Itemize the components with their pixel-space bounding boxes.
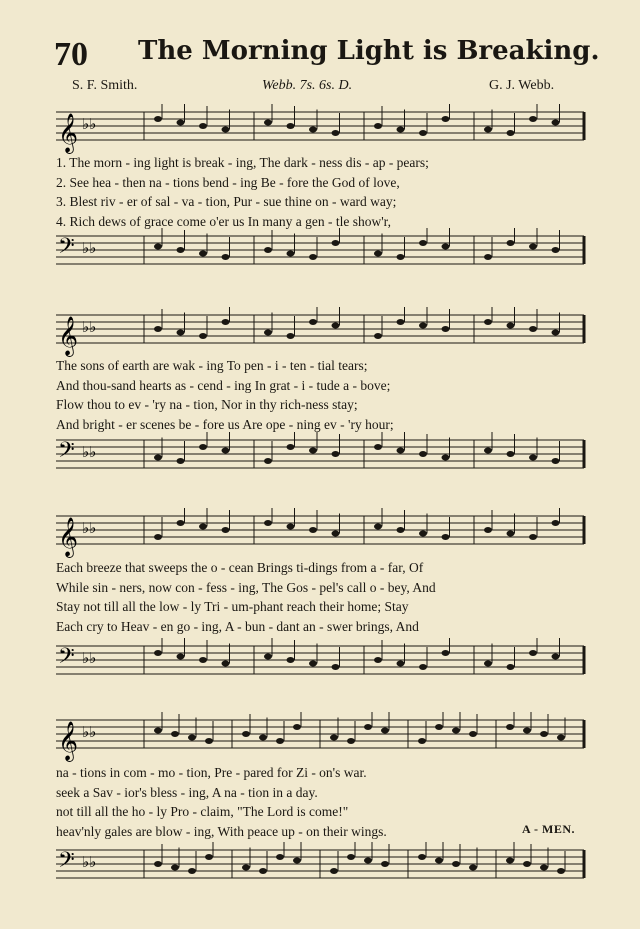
note-head bbox=[552, 120, 560, 126]
note-head bbox=[442, 455, 450, 461]
note-head bbox=[397, 127, 405, 133]
note-head bbox=[199, 657, 207, 663]
note-head bbox=[199, 444, 207, 450]
note-head bbox=[276, 738, 284, 744]
note-head bbox=[442, 244, 450, 250]
note-head bbox=[287, 524, 295, 530]
note-head bbox=[540, 731, 548, 737]
treble-clef-icon: 𝄞 bbox=[58, 316, 79, 356]
lyric-line-verse-2: 2. See hea - then na - tions bend - ing Be - fore the God of love, bbox=[56, 174, 400, 190]
tune-credit: Webb. 7s. 6s. D. bbox=[262, 78, 353, 93]
note-head bbox=[293, 858, 301, 864]
bass-clef-icon: 𝄢 bbox=[58, 644, 75, 674]
note-head bbox=[442, 534, 450, 540]
note-head bbox=[540, 865, 548, 871]
treble-staff-system-4 bbox=[0, 712, 640, 762]
note-head bbox=[397, 254, 405, 260]
note-head bbox=[154, 326, 162, 332]
lyric-line-verse-4: Each cry to Heav - en go - ing, A - bun - dant an - swer brings, And bbox=[56, 618, 419, 634]
note-head bbox=[507, 130, 515, 136]
note-head bbox=[419, 451, 427, 457]
note-head bbox=[222, 527, 230, 533]
note-head bbox=[374, 333, 382, 339]
note-head bbox=[552, 458, 560, 464]
flat-icon: ♭♭ bbox=[82, 649, 97, 667]
treble-staff-system-3 bbox=[0, 508, 640, 558]
bass-clef-icon: 𝄢 bbox=[58, 848, 75, 878]
note-head bbox=[154, 728, 162, 734]
note-head bbox=[242, 865, 250, 871]
lyrics-system-3 bbox=[56, 558, 592, 636]
bass-staff-system-3 bbox=[0, 638, 640, 688]
note-head bbox=[199, 251, 207, 257]
bass-clef-icon: 𝄢 bbox=[58, 234, 75, 264]
note-head bbox=[374, 123, 382, 129]
note-head bbox=[552, 654, 560, 660]
note-head bbox=[419, 664, 427, 670]
note-head bbox=[264, 458, 272, 464]
note-head bbox=[242, 731, 250, 737]
bass-staff-system-4 bbox=[0, 842, 640, 892]
note-head bbox=[330, 868, 338, 874]
note-head bbox=[154, 455, 162, 461]
lyric-line-verse-2: While sin - ners, now con - fess - ing, The Gos - pel's call o - bey, And bbox=[56, 579, 436, 595]
note-head bbox=[309, 254, 317, 260]
note-head bbox=[507, 531, 515, 537]
note-head bbox=[177, 330, 185, 336]
note-head bbox=[309, 527, 317, 533]
note-head bbox=[507, 451, 515, 457]
amen-label: A - MEN. bbox=[522, 822, 575, 836]
note-head bbox=[177, 654, 185, 660]
treble-staff-system-2 bbox=[0, 307, 640, 357]
note-head bbox=[374, 251, 382, 257]
lyric-line-verse-4: And bright - er scenes be - fore us Are ope - ning ev - 'ry hour; bbox=[56, 416, 394, 432]
note-head bbox=[397, 319, 405, 325]
note-head bbox=[154, 861, 162, 867]
note-head bbox=[188, 735, 196, 741]
lyric-line-verse-3: Flow thou to ev - 'ry na - tion, Nor in thy rich-ness stay; bbox=[56, 397, 358, 412]
flat-icon: ♭♭ bbox=[82, 239, 97, 257]
note-head bbox=[347, 738, 355, 744]
note-head bbox=[435, 724, 443, 730]
note-head bbox=[332, 664, 340, 670]
note-head bbox=[332, 451, 340, 457]
lyrics-system-1 bbox=[56, 153, 592, 231]
note-head bbox=[552, 330, 560, 336]
note-head bbox=[332, 130, 340, 136]
note-head bbox=[484, 527, 492, 533]
note-head bbox=[418, 854, 426, 860]
note-head bbox=[374, 524, 382, 530]
lyric-line-verse-1: 1. The morn - ing light is break - ing, The dark - ness dis - ap - pears; bbox=[56, 155, 429, 170]
note-head bbox=[507, 240, 515, 246]
note-head bbox=[264, 120, 272, 126]
note-head bbox=[435, 858, 443, 864]
note-head bbox=[293, 724, 301, 730]
flat-icon: ♭♭ bbox=[82, 519, 97, 537]
note-head bbox=[222, 448, 230, 454]
flat-icon: ♭♭ bbox=[82, 318, 97, 336]
note-head bbox=[442, 650, 450, 656]
bass-staff-system-2 bbox=[0, 432, 640, 482]
note-head bbox=[259, 735, 267, 741]
note-head bbox=[552, 520, 560, 526]
note-head bbox=[484, 319, 492, 325]
note-head bbox=[523, 861, 531, 867]
lyric-line-verse-3: Stay not till all the low - ly Tri - um-phant reach their home; Stay bbox=[56, 599, 409, 614]
note-head bbox=[154, 534, 162, 540]
note-head bbox=[177, 120, 185, 126]
flat-icon: ♭♭ bbox=[82, 853, 97, 871]
flat-icon: ♭♭ bbox=[82, 723, 97, 741]
note-head bbox=[507, 323, 515, 329]
note-head bbox=[397, 527, 405, 533]
treble-staff-system-1 bbox=[0, 104, 640, 154]
note-head bbox=[154, 650, 162, 656]
note-head bbox=[332, 323, 340, 329]
note-head bbox=[374, 444, 382, 450]
note-head bbox=[264, 247, 272, 253]
lyric-line-verse-3: 3. Blest riv - er of sal - va - tion, Pur - sue thine on - ward way; bbox=[56, 194, 397, 209]
lyric-line-verse-4: heav'nly gales are blow - ing, With peace up - on their wings. bbox=[56, 823, 387, 839]
note-head bbox=[177, 458, 185, 464]
note-head bbox=[199, 123, 207, 129]
note-head bbox=[264, 520, 272, 526]
note-head bbox=[419, 240, 427, 246]
note-head bbox=[374, 657, 382, 663]
note-head bbox=[418, 738, 426, 744]
note-head bbox=[205, 738, 213, 744]
note-head bbox=[397, 661, 405, 667]
note-head bbox=[177, 520, 185, 526]
lyrics-system-2 bbox=[56, 356, 592, 434]
note-head bbox=[419, 323, 427, 329]
note-head bbox=[154, 116, 162, 122]
note-head bbox=[264, 330, 272, 336]
flat-icon: ♭♭ bbox=[82, 115, 97, 133]
note-head bbox=[154, 244, 162, 250]
lyric-line-verse-1: na - tions in com - mo - tion, Pre - pared for Zi - on's war. bbox=[56, 765, 367, 780]
note-head bbox=[287, 444, 295, 450]
lyric-line-verse-1: The sons of earth are wak - ing To pen - i - ten - tial tears; bbox=[56, 358, 368, 373]
note-head bbox=[452, 861, 460, 867]
note-head bbox=[188, 868, 196, 874]
lyrics-system-4 bbox=[56, 763, 592, 841]
note-head bbox=[287, 123, 295, 129]
note-head bbox=[199, 524, 207, 530]
note-head bbox=[469, 731, 477, 737]
note-head bbox=[332, 531, 340, 537]
note-head bbox=[264, 654, 272, 660]
note-head bbox=[205, 854, 213, 860]
note-head bbox=[452, 728, 460, 734]
note-head bbox=[309, 448, 317, 454]
note-head bbox=[469, 865, 477, 871]
bass-clef-icon: 𝄢 bbox=[58, 438, 75, 468]
note-head bbox=[419, 531, 427, 537]
note-head bbox=[222, 319, 230, 325]
flat-icon: ♭♭ bbox=[82, 443, 97, 461]
note-head bbox=[171, 865, 179, 871]
note-head bbox=[222, 127, 230, 133]
hymn-number: 70 bbox=[54, 36, 88, 73]
note-head bbox=[419, 130, 427, 136]
lyric-line-verse-1: Each breeze that sweeps the o - cean Brings ti-dings from a - far, Of bbox=[56, 560, 424, 575]
note-head bbox=[506, 858, 514, 864]
note-head bbox=[484, 448, 492, 454]
note-head bbox=[330, 735, 338, 741]
note-head bbox=[381, 728, 389, 734]
note-head bbox=[397, 448, 405, 454]
note-head bbox=[222, 254, 230, 260]
lyric-line-verse-2: And thou-sand hearts as - cend - ing In grat - i - tude a - bove; bbox=[56, 377, 391, 393]
note-head bbox=[309, 127, 317, 133]
note-head bbox=[287, 657, 295, 663]
treble-clef-icon: 𝄞 bbox=[58, 517, 79, 557]
note-head bbox=[381, 861, 389, 867]
note-head bbox=[529, 326, 537, 332]
note-head bbox=[523, 728, 531, 734]
bass-staff-system-1 bbox=[0, 228, 640, 278]
note-head bbox=[259, 868, 267, 874]
note-head bbox=[287, 333, 295, 339]
note-head bbox=[276, 854, 284, 860]
note-head bbox=[222, 661, 230, 667]
note-head bbox=[557, 868, 565, 874]
note-head bbox=[552, 247, 560, 253]
lyric-line-verse-3: not till all the ho - ly Pro - claim, "The Lord is come!" bbox=[56, 804, 349, 819]
note-head bbox=[484, 254, 492, 260]
note-head bbox=[364, 724, 372, 730]
note-head bbox=[199, 333, 207, 339]
note-head bbox=[442, 326, 450, 332]
note-head bbox=[529, 455, 537, 461]
note-head bbox=[287, 251, 295, 257]
note-head bbox=[557, 735, 565, 741]
note-head bbox=[529, 650, 537, 656]
treble-clef-icon: 𝄞 bbox=[58, 721, 79, 761]
lyric-line-verse-4: 4. Rich dews of grace come o'er us In many a gen - tle show'r, bbox=[56, 213, 391, 229]
note-head bbox=[529, 244, 537, 250]
author-credit: S. F. Smith. bbox=[72, 78, 138, 93]
note-head bbox=[177, 247, 185, 253]
note-head bbox=[364, 858, 372, 864]
note-head bbox=[332, 240, 340, 246]
note-head bbox=[347, 854, 355, 860]
note-head bbox=[171, 731, 179, 737]
note-head bbox=[309, 661, 317, 667]
hymn-title: The Morning Light is Breaking. bbox=[138, 36, 600, 66]
note-head bbox=[506, 724, 514, 730]
note-head bbox=[529, 534, 537, 540]
note-head bbox=[309, 319, 317, 325]
lyric-line-verse-2: seek a Sav - ior's bless - ing, A na - tion in a day. bbox=[56, 784, 318, 800]
note-head bbox=[529, 116, 537, 122]
note-head bbox=[484, 661, 492, 667]
note-head bbox=[484, 127, 492, 133]
composer-credit: G. J. Webb. bbox=[489, 78, 555, 93]
note-head bbox=[507, 664, 515, 670]
note-head bbox=[442, 116, 450, 122]
treble-clef-icon: 𝄞 bbox=[58, 113, 79, 153]
